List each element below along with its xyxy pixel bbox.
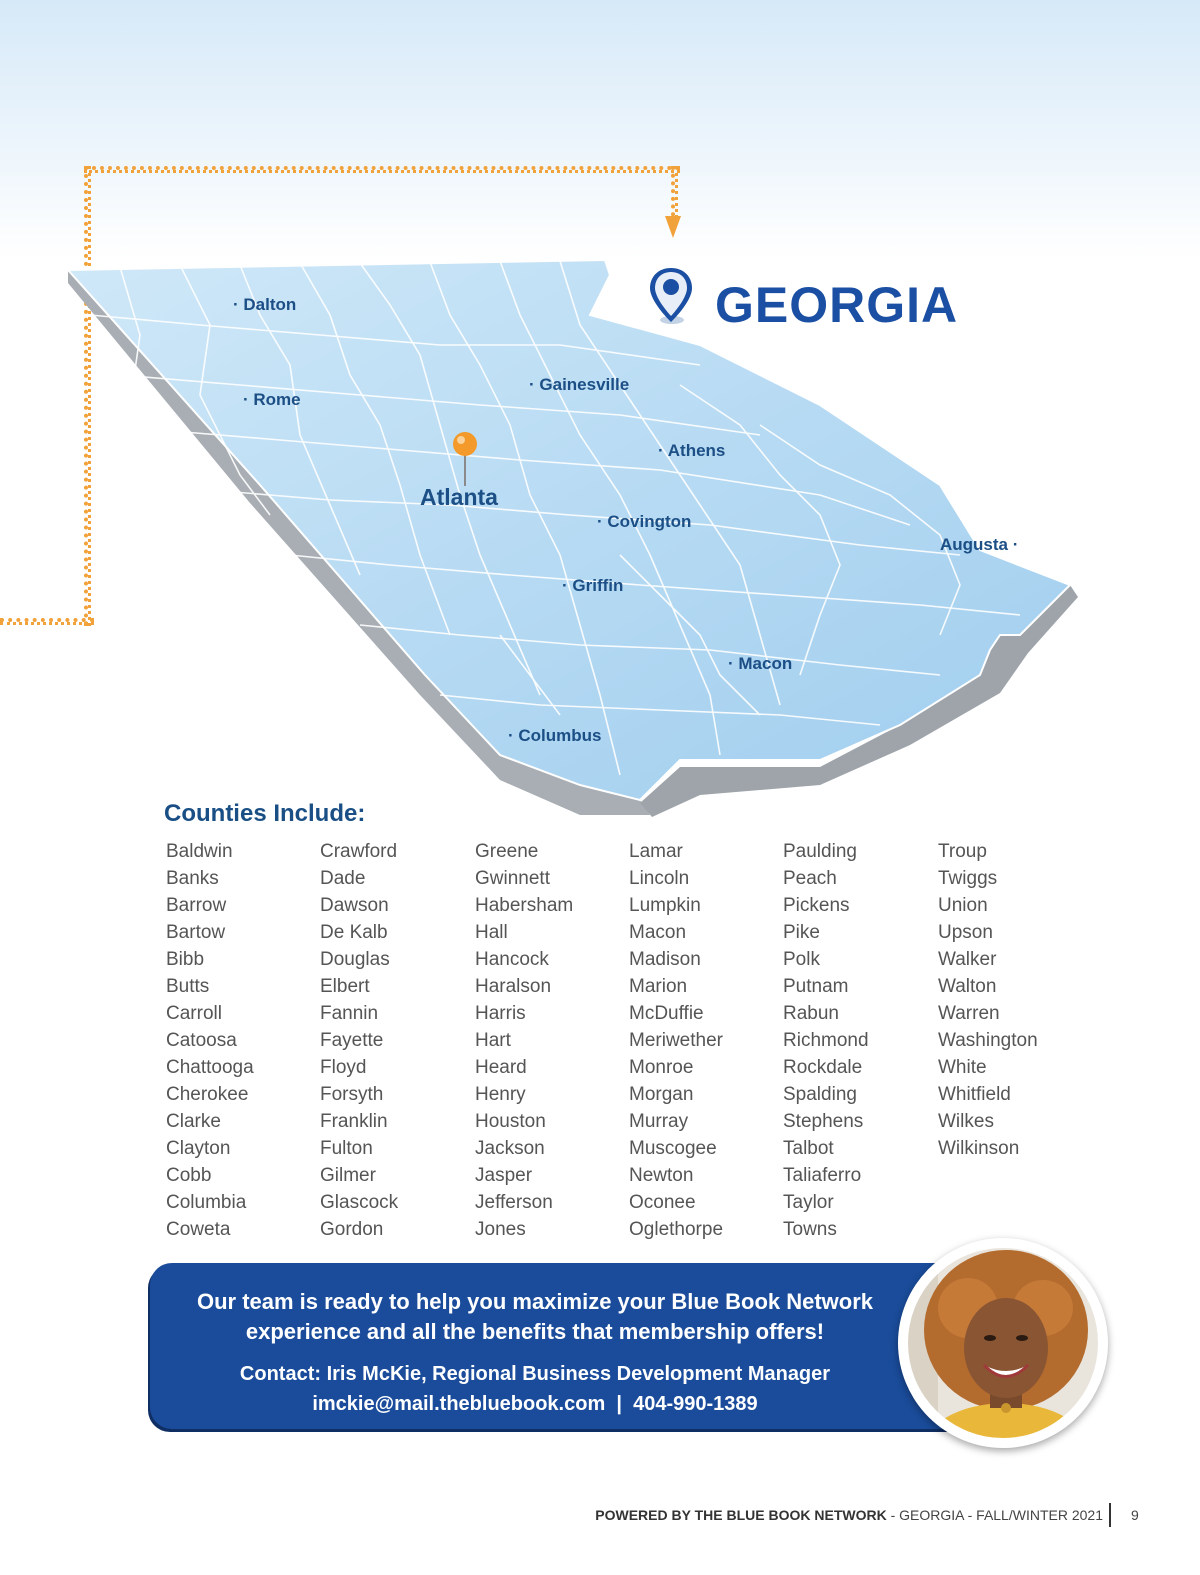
county-name: Oconee [629, 1192, 696, 1213]
contact-phone[interactable]: 404-990-1389 [633, 1393, 758, 1415]
contact-email[interactable]: imckie@mail.thebluebook.com [312, 1393, 606, 1415]
county-column-4 [629, 840, 779, 1245]
county-name: Catoosa [166, 1030, 237, 1051]
city-label-griffin: · Griffin [562, 576, 624, 595]
contact-banner [150, 1263, 980, 1429]
location-pin-icon [646, 264, 696, 326]
county-name: Fulton [320, 1138, 373, 1159]
county-name: Rockdale [783, 1057, 863, 1078]
county-name: Marion [629, 976, 688, 997]
county-name: Whitfield [938, 1084, 1011, 1105]
county-name: Jones [475, 1219, 526, 1240]
city-label-covington: · Covington [597, 512, 692, 531]
city-label-macon: · Macon [728, 654, 793, 673]
banner-line-2: experience and all the benefits that membership offers! [245, 1319, 825, 1344]
county-name: Twiggs [938, 868, 998, 889]
county-name: De Kalb [320, 922, 388, 943]
county-name: Talbot [783, 1138, 834, 1159]
county-name: Chattooga [166, 1057, 254, 1078]
county-name: Madison [629, 949, 701, 970]
county-name: Elbert [320, 976, 370, 997]
county-name: Bartow [166, 922, 226, 943]
footer-brand: POWERED BY THE BLUE BOOK NETWORK [595, 1507, 887, 1523]
contact-details [150, 1389, 920, 1419]
county-name: Gilmer [320, 1165, 376, 1186]
county-name: Taliaferro [783, 1165, 862, 1186]
county-name: Newton [629, 1165, 694, 1186]
county-name: Jasper [475, 1165, 533, 1186]
county-name: White [938, 1057, 987, 1078]
county-name: Richmond [783, 1030, 869, 1051]
county-name: Oglethorpe [629, 1219, 724, 1240]
county-name: Hart [475, 1030, 511, 1051]
county-name: Muscogee [629, 1138, 717, 1159]
county-name: Lincoln [629, 868, 690, 889]
county-name: Baldwin [166, 841, 233, 862]
dotted-connector-top [84, 166, 680, 173]
county-name: Meriwether [629, 1030, 723, 1051]
county-name: Fannin [320, 1003, 379, 1024]
county-name: Hall [475, 922, 508, 943]
county-name: Crawford [320, 841, 398, 862]
contact-avatar [898, 1238, 1108, 1448]
county-name: Walker [938, 949, 997, 970]
county-name: Morgan [629, 1084, 694, 1105]
county-name: Lumpkin [629, 895, 701, 916]
county-name: Wilkes [938, 1111, 994, 1132]
county-name: Macon [629, 922, 687, 943]
county-name: Pike [783, 922, 820, 943]
georgia-map [60, 255, 1090, 825]
county-name: Henry [475, 1084, 526, 1105]
county-name: Washington [938, 1030, 1038, 1051]
county-name: Clarke [166, 1111, 221, 1132]
arrow-down-icon [663, 214, 683, 242]
banner-line-1: Our team is ready to help you maximize your Blue Book Network [196, 1289, 874, 1314]
county-name: Upson [938, 922, 993, 943]
county-name: Lamar [629, 841, 683, 862]
county-name: Taylor [783, 1192, 834, 1213]
atlanta-pin-icon [450, 430, 480, 490]
county-name: Harris [475, 1003, 526, 1024]
county-name: McDuffie [629, 1003, 704, 1024]
county-name: Dade [320, 868, 366, 889]
banner-contact [150, 1359, 920, 1419]
county-name: Floyd [320, 1057, 367, 1078]
county-name: Forsyth [320, 1084, 384, 1105]
county-name: Glascock [320, 1192, 399, 1213]
county-name: Paulding [783, 841, 857, 862]
county-name: Gordon [320, 1219, 384, 1240]
county-name: Dawson [320, 895, 389, 916]
county-column-3 [475, 840, 625, 1245]
county-name: Carroll [166, 1003, 222, 1024]
page-number: 9 [1131, 1507, 1139, 1523]
city-label-dalton: · Dalton [233, 295, 297, 314]
county-name: Monroe [629, 1057, 694, 1078]
county-name: Franklin [320, 1111, 388, 1132]
city-label-gainesville: · Gainesville [529, 375, 630, 394]
county-name: Butts [166, 976, 210, 997]
county-name: Rabun [783, 1003, 839, 1024]
county-name: Towns [783, 1219, 837, 1240]
county-name: Hancock [475, 949, 549, 970]
county-name: Haralson [475, 976, 552, 997]
county-name: Spalding [783, 1084, 857, 1105]
footer-text [595, 1507, 1103, 1523]
county-name: Gwinnett [475, 868, 550, 889]
city-label-atlanta: Atlanta [420, 484, 498, 510]
city-label-athens: · Athens [658, 441, 726, 460]
county-name: Polk [783, 949, 820, 970]
county-name: Columbia [166, 1192, 247, 1213]
county-name: Pickens [783, 895, 850, 916]
county-name: Cherokee [166, 1084, 249, 1105]
county-name: Troup [938, 841, 987, 862]
state-title: GEORGIA [715, 277, 959, 333]
contact-photo [898, 1238, 1108, 1448]
county-name: Habersham [475, 895, 574, 916]
county-column-6 [938, 840, 1088, 1164]
county-name: Walton [938, 976, 997, 997]
county-name: Douglas [320, 949, 390, 970]
county-name: Wilkinson [938, 1138, 1020, 1159]
county-name: Barrow [166, 895, 227, 916]
city-label-augusta: Augusta · [940, 535, 1019, 554]
county-column-2 [320, 840, 470, 1245]
county-name: Cobb [166, 1165, 212, 1186]
county-name: Murray [629, 1111, 689, 1132]
city-label-rome: · Rome [243, 390, 301, 409]
county-name: Jefferson [475, 1192, 553, 1213]
county-name: Bibb [166, 949, 205, 970]
county-name: Peach [783, 868, 837, 889]
banner-message [150, 1287, 920, 1347]
county-name: Fayette [320, 1030, 384, 1051]
footer-divider [1109, 1503, 1111, 1527]
county-name: Stephens [783, 1111, 864, 1132]
header-background [0, 0, 1200, 260]
county-name: Heard [475, 1057, 527, 1078]
footer-issue: - GEORGIA - FALL/WINTER 2021 [886, 1507, 1103, 1523]
counties-heading: Counties Include: [164, 800, 366, 827]
county-name: Putnam [783, 976, 849, 997]
county-name: Warren [938, 1003, 1000, 1024]
county-name: Banks [166, 868, 219, 889]
contact-name: Contact: Iris McKie, Regional Business Development Manager [239, 1363, 831, 1385]
county-name: Houston [475, 1111, 546, 1132]
city-label-columbus: · Columbus [508, 726, 602, 745]
county-name: Union [938, 895, 988, 916]
county-name: Clayton [166, 1138, 231, 1159]
county-column-1 [166, 840, 316, 1245]
county-name: Jackson [475, 1138, 545, 1159]
county-name: Greene [475, 841, 539, 862]
county-column-5 [783, 840, 933, 1245]
county-name: Coweta [166, 1219, 231, 1240]
contact-separator: | [616, 1393, 622, 1415]
